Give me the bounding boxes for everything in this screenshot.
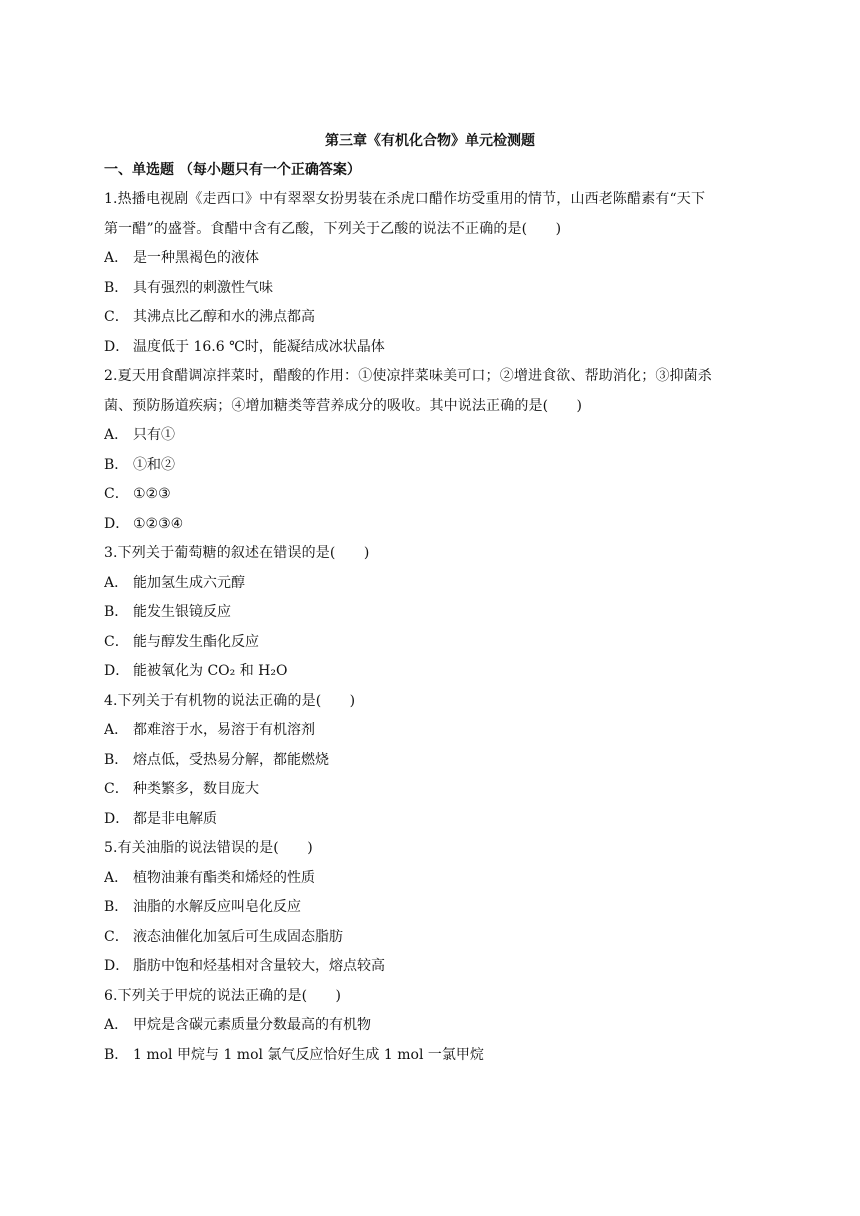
answer-option xyxy=(104,480,764,510)
answer-option xyxy=(104,1011,764,1041)
option-text: 1 mol 甲烷与 1 mol 氯气反应恰好生成 1 mol 一氯甲烷 xyxy=(133,1046,484,1063)
option-letter: A． xyxy=(104,722,129,738)
option-text: ①②③④ xyxy=(133,515,184,532)
option-letter: B． xyxy=(104,604,129,620)
answer-option xyxy=(104,716,764,746)
answer-option xyxy=(104,274,764,304)
option-text: 温度低于 16.6 ℃时，能凝结成冰状晶体 xyxy=(133,338,385,355)
option-letter: A． xyxy=(104,574,129,591)
option-text: 能加氢生成六元醇 xyxy=(133,574,245,591)
option-text: 其沸点比乙醇和水的沸点都高 xyxy=(133,309,315,325)
option-letter: C． xyxy=(104,633,129,650)
option-letter: D． xyxy=(104,515,130,532)
answer-option xyxy=(104,952,764,982)
option-text: 都难溶于水，易溶于有机溶剂 xyxy=(133,722,315,738)
option-text: ①和② xyxy=(133,456,175,473)
option-letter: A． xyxy=(104,869,129,886)
option-text: 能被氧化为 CO₂ 和 H₂O xyxy=(133,663,288,679)
answer-option xyxy=(104,510,764,540)
option-letter: C． xyxy=(104,781,129,797)
option-letter: D． xyxy=(104,663,130,679)
option-letter: C． xyxy=(104,486,129,502)
question-text-line: 5.有关油脂的说法错误的是( ) xyxy=(104,840,313,856)
answer-option xyxy=(104,569,764,599)
option-text: 油脂的水解反应叫皂化反应 xyxy=(133,899,301,915)
question-text-line: 3.下列关于葡萄糖的叙述在错误的是( ) xyxy=(104,545,370,561)
answer-option xyxy=(104,1041,764,1071)
section-heading: 一、单选题 （每小题只有一个正确答案） xyxy=(104,162,361,178)
answer-option xyxy=(104,805,764,835)
question-text-line: 1.热播电视剧《走西口》中有翠翠女扮男装在杀虎口醋作坊受重用的情节，山西老陈醋素有“天下 xyxy=(104,191,706,207)
option-text: ①②③ xyxy=(133,486,171,502)
answer-option xyxy=(104,628,764,658)
question-text-line: 第一醋”的盛誉。食醋中含有乙酸，下列关于乙酸的说法不正确的是( ) xyxy=(104,220,562,237)
option-text: 都是非电解质 xyxy=(133,810,217,827)
option-letter: A． xyxy=(104,1017,129,1033)
answer-option xyxy=(104,451,764,481)
answer-option xyxy=(104,244,764,274)
answer-option xyxy=(104,598,764,628)
question-text-line: 2.夏天用食醋调凉拌菜时，醋酸的作用：①使凉拌菜味美可口；②增进食欲、帮助消化；③抑菌杀 xyxy=(104,368,712,384)
option-text: 熔点低，受热易分解，都能燃烧 xyxy=(133,751,329,768)
question-text-line: 菌、预防肠道疾病；④增加糖类等营养成分的吸收。其中说法正确的是( ) xyxy=(104,397,583,414)
option-letter: D． xyxy=(104,958,130,974)
question-text-line: 4.下列关于有机物的说法正确的是( ) xyxy=(104,692,356,709)
option-text: 只有① xyxy=(133,427,175,443)
option-letter: B． xyxy=(104,1046,129,1063)
answer-option xyxy=(104,746,764,776)
option-text: 脂肪中饱和烃基相对含量较大，熔点较高 xyxy=(133,958,385,974)
option-text: 具有强烈的刺激性气味 xyxy=(133,279,273,296)
option-text: 液态油催化加氢后可生成固态脂肪 xyxy=(133,928,343,945)
option-letter: D． xyxy=(104,338,130,355)
question-list xyxy=(104,185,764,1070)
answer-option xyxy=(104,333,764,363)
option-letter: B． xyxy=(104,899,129,915)
answer-option xyxy=(104,421,764,451)
option-text: 能与醇发生酯化反应 xyxy=(133,633,259,650)
answer-option xyxy=(104,775,764,805)
option-text: 种类繁多，数目庞大 xyxy=(133,781,259,797)
answer-option xyxy=(104,303,764,333)
option-letter: B． xyxy=(104,456,129,473)
option-letter: C． xyxy=(104,309,129,325)
option-letter: C． xyxy=(104,928,129,945)
document-title: 第三章《有机化合物》单元检测题 xyxy=(325,133,535,149)
option-text: 植物油兼有酯类和烯烃的性质 xyxy=(133,869,315,886)
option-letter: B． xyxy=(104,279,129,296)
answer-option xyxy=(104,657,764,687)
answer-option xyxy=(104,923,764,953)
answer-option xyxy=(104,864,764,894)
option-text: 能发生银镜反应 xyxy=(133,604,231,620)
option-letter: D． xyxy=(104,810,130,827)
option-text: 是一种黑褐色的液体 xyxy=(133,250,259,266)
question-text-line: 6.下列关于甲烷的说法正确的是( ) xyxy=(104,987,342,1004)
option-letter: A． xyxy=(104,250,129,266)
option-letter: A． xyxy=(104,427,129,443)
option-text: 甲烷是含碳元素质量分数最高的有机物 xyxy=(133,1017,371,1033)
answer-option xyxy=(104,893,764,923)
option-letter: B． xyxy=(104,751,129,768)
